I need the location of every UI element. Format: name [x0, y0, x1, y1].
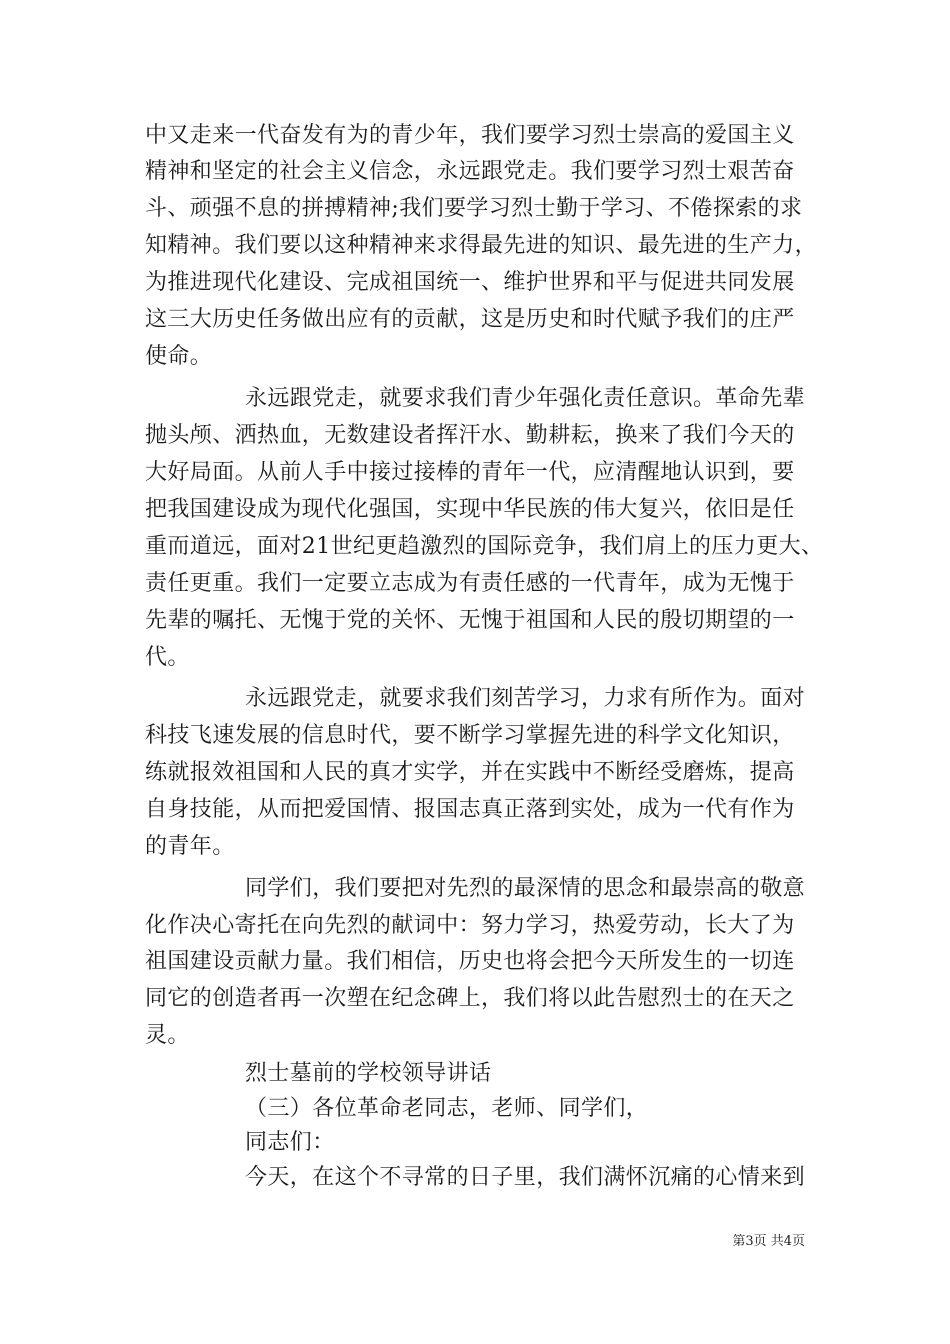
paragraph-line: 抛头颅、洒热血，无数建设者挥汗水、勤耕耘，换来了我们今天的	[145, 423, 795, 448]
paragraph-line: 重而道远，面对21世纪更趋激烈的国际竞争，我们肩上的压力更大、	[145, 534, 824, 559]
paragraph-line: 化作决心寄托在向先烈的献词中：努力学习，热爱劳动，长大了为	[145, 913, 795, 938]
paragraph-line: 的青年。	[145, 834, 235, 859]
paragraph-line: 永远跟党走，就要求我们青少年强化责任意识。革命先辈	[245, 386, 806, 411]
paragraph-line: 代。	[145, 645, 190, 670]
paragraph-line: 斗、顽强不息的拼搏精神;我们要学习烈士勤于学习、不倦探索的求	[145, 196, 803, 221]
paragraph-line: 把我国建设成为现代化强国，实现中华民族的伟大复兴，依旧是任	[145, 497, 795, 522]
section-title: 烈士墓前的学校领导讲话	[245, 1061, 492, 1086]
page-number-footer: 第3页 共4页	[732, 1234, 805, 1249]
paragraph-line: 先辈的嘱托、无愧于党的关怀、无愧于祖国和人民的殷切期望的一	[145, 608, 795, 633]
paragraph-line: 同学们，我们要把对先烈的最深情的思念和最崇高的敬意	[245, 876, 806, 901]
paragraph-line: 中又走来一代奋发有为的青少年，我们要学习烈士崇高的爱国主义	[145, 123, 795, 148]
paragraph-line: 使命。	[145, 344, 213, 369]
paragraph-line: 大好局面。从前人手中接过接棒的青年一代，应清醒地认识到，要	[145, 460, 795, 485]
section-subtitle: （三）各位革命老同志，老师、同学们，	[245, 1096, 649, 1121]
paragraph-line: 永远跟党走，就要求我们刻苦学习，力求有所作为。面对	[245, 686, 806, 711]
salutation: 同志们：	[245, 1130, 335, 1155]
paragraph-line: 科技飞速发展的信息时代，要不断学习掌握先进的科学文化知识，	[145, 723, 795, 748]
paragraph-line: 今天，在这个不寻常的日子里，我们满怀沉痛的心情来到	[245, 1165, 806, 1190]
paragraph-line: 精神和坚定的社会主义信念，永远跟党走。我们要学习烈士艰苦奋	[145, 159, 795, 184]
paragraph-line: 练就报效祖国和人民的真才实学，并在实践中不断经受磨炼，提高	[145, 760, 795, 785]
paragraph-line: 知精神。我们要以这种精神来求得最先进的知识、最先进的生产力，	[145, 233, 818, 258]
paragraph-line: 灵。	[145, 1023, 190, 1048]
paragraph-line: 祖国建设贡献力量。我们相信，历史也将会把今天所发生的一切连	[145, 949, 795, 974]
paragraph-line: 责任更重。我们一定要立志成为有责任感的一代青年，成为无愧于	[145, 571, 795, 596]
paragraph-line: 自身技能，从而把爱国情、报国志真正落到实处，成为一代有作为	[145, 797, 795, 822]
paragraph-line: 这三大历史任务做出应有的贡献，这是历史和时代赋予我们的庄严	[145, 307, 795, 332]
paragraph-line: 同它的创造者再一次塑在纪念碑上，我们将以此告慰烈士的在天之	[145, 986, 795, 1011]
paragraph-line: 为推进现代化建设、完成祖国统一、维护世界和平与促进共同发展	[145, 270, 795, 295]
